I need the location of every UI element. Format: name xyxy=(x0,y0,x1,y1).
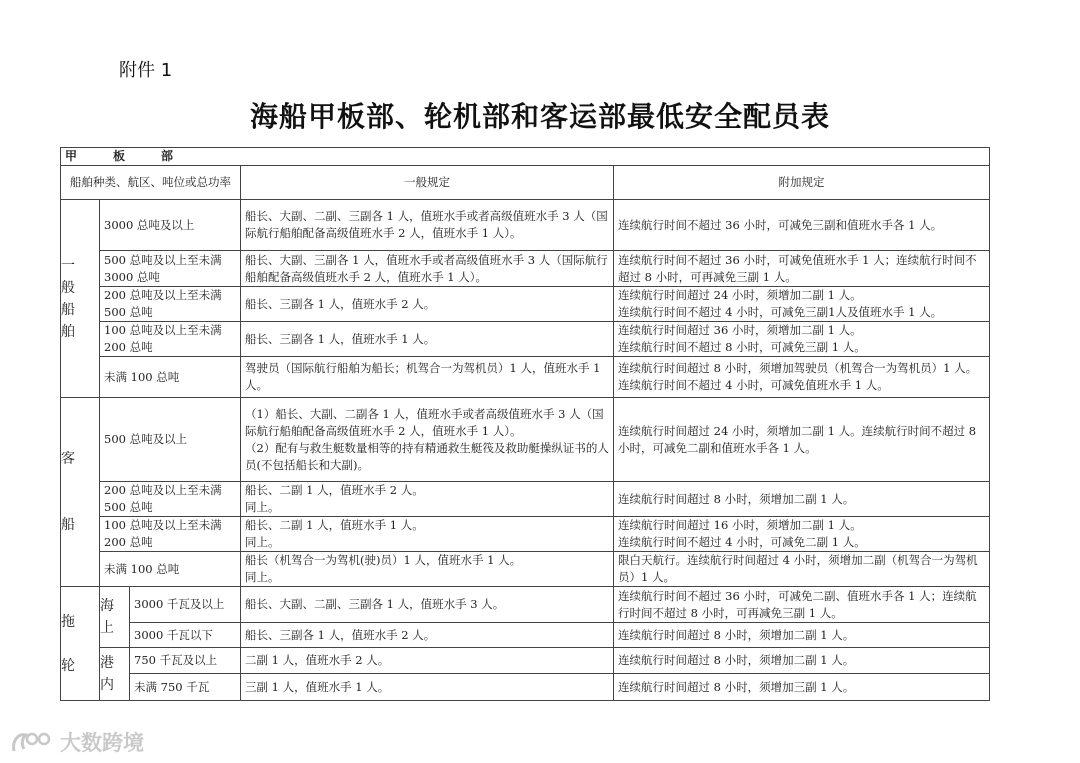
table-row xyxy=(61,623,990,648)
row-category: 未满 100 总吨 xyxy=(100,357,241,398)
row-category: 100 总吨及以上至未满 200 总吨 xyxy=(100,517,241,552)
table-row xyxy=(61,200,990,251)
row-additional: 连续航行时间不超过 36 小时，可减免二副、值班水手各 1 人；连续航行时间不超过 8 小时，可再减免三副 1 人。 xyxy=(614,587,990,623)
table-row xyxy=(61,482,990,517)
table-row xyxy=(61,398,990,482)
row-additional: 连续航行时间超过 8 小时，须增加三副 1 人。 xyxy=(614,674,990,701)
row-additional: 连续航行时间超过 8 小时，须增加二副 1 人。 xyxy=(614,623,990,648)
row-category: 200 总吨及以上至未满 500 总吨 xyxy=(100,287,241,322)
row-general: 船长、二副 1 人，值班水手 2 人。 同上。 xyxy=(241,482,614,517)
row-category: 3000 总吨及以上 xyxy=(100,200,241,251)
table-row xyxy=(61,251,990,287)
column-header-category: 船舶种类、航区、吨位或总功率 xyxy=(61,166,241,200)
table-row xyxy=(61,648,990,674)
annex-label: 附件 1 xyxy=(119,60,173,81)
watermark-logo-icon xyxy=(10,729,56,755)
row-additional: 连续航行时间超过 8 小时，须增加驾驶员（机驾合一为驾机员）1 人。连续航行时间不超过 4 小时，可减免值班水手 1 人。 xyxy=(614,357,990,398)
row-category: 500 总吨及以上至未满 3000 总吨 xyxy=(100,251,241,287)
row-category: 3000 千瓦及以上 xyxy=(130,587,241,623)
table-row xyxy=(61,517,990,552)
row-category: 未满 750 千瓦 xyxy=(130,674,241,701)
row-general: 船长、二副 1 人，值班水手 1 人。 同上。 xyxy=(241,517,614,552)
subgroup-sea: 海 上 xyxy=(100,587,130,648)
document-title: 海船甲板部、轮机部和客运部最低安全配员表 xyxy=(249,100,830,133)
table-row xyxy=(61,322,990,357)
row-category: 200 总吨及以上至未满 500 总吨 xyxy=(100,482,241,517)
watermark-text: 大数跨境 xyxy=(60,731,144,755)
row-category: 750 千瓦及以上 xyxy=(130,648,241,674)
row-additional: 连续航行时间不超过 36 小时，可减免三副和值班水手各 1 人。 xyxy=(614,200,990,251)
row-additional: 连续航行时间超过 16 小时，须增加二副 1 人。 连续航行时间不超过 4 小时，可减免二副 1 人。 xyxy=(614,517,990,552)
row-additional: 连续航行时间超过 8 小时，须增加二副 1 人。 xyxy=(614,482,990,517)
row-general: 船长、三副各 1 人，值班水手 1 人。 xyxy=(241,322,614,357)
column-header-general: 一般规定 xyxy=(241,166,614,200)
row-category: 3000 千瓦以下 xyxy=(130,623,241,648)
row-additional: 连续航行时间超过 24 小时，须增加二副 1 人。 连续航行时间不超过 4 小时，可减免三副1人及值班水手 1 人。 xyxy=(614,287,990,322)
row-additional: 限白天航行。连续航行时间超过 4 小时，须增加二副（机驾合一为驾机员）1 人。 xyxy=(614,552,990,587)
table-row xyxy=(61,552,990,587)
row-general: 船长、三副各 1 人，值班水手 2 人。 xyxy=(241,623,614,648)
department-header-row xyxy=(61,148,990,166)
row-additional: 连续航行时间超过 24 小时，须增加二副 1 人。连续航行时间不超过 8 小时，可减免二副和值班水手各 1 人。 xyxy=(614,398,990,482)
table-row xyxy=(61,674,990,701)
department-header: 甲 板 部 xyxy=(61,148,990,166)
row-general: 船长、大副、三副各 1 人，值班水手或者高级值班水手 3 人（国际航行船舶配备高级值班水手 2 人，值班水手 1 人）。 xyxy=(241,251,614,287)
row-general: 船长（机驾合一为驾机(驶)员）1 人，值班水手 1 人。 同上。 xyxy=(241,552,614,587)
row-general: （1）船长、大副、二副各 1 人，值班水手或者高级值班水手 3 人（国际航行船舶配备高级值班水手 2 人，值班水手 1 人）。 （2）配有与救生艇数量相等的持有精通救生艇筏及救助艇操纵证书的人员(不包括船长和大副)。 xyxy=(241,398,614,482)
column-header-row xyxy=(61,166,990,200)
row-general: 船长、大副、二副、三副各 1 人，值班水手或者高级值班水手 3 人（国际航行船舶配备高级值班水手 2 人，值班水手 1 人）。 xyxy=(241,200,614,251)
row-general: 驾驶员（国际航行船舶为船长；机驾合一为驾机员）1 人，值班水手 1 人。 xyxy=(241,357,614,398)
column-header-additional: 附加规定 xyxy=(614,166,990,200)
watermark xyxy=(10,727,144,757)
group-general-ship: 一 般 船 舶 xyxy=(61,200,100,398)
group-passenger-ship: 客 船 xyxy=(61,398,100,587)
table-row xyxy=(61,587,990,623)
row-additional: 连续航行时间不超过 36 小时，可减免值班水手 1 人；连续航行时间不超过 8 小时，可再减免三副 1 人。 xyxy=(614,251,990,287)
row-category: 100 总吨及以上至未满 200 总吨 xyxy=(100,322,241,357)
row-general: 二副 1 人，值班水手 2 人。 xyxy=(241,648,614,674)
table-row xyxy=(61,357,990,398)
group-tug: 拖 轮 xyxy=(61,587,100,701)
row-additional: 连续航行时间超过 8 小时，须增加二副 1 人。 xyxy=(614,648,990,674)
row-general: 三副 1 人，值班水手 1 人。 xyxy=(241,674,614,701)
row-additional: 连续航行时间超过 36 小时，须增加二副 1 人。 连续航行时间不超过 8 小时，可减免三副 1 人。 xyxy=(614,322,990,357)
table-row xyxy=(61,287,990,322)
subgroup-harbor: 港 内 xyxy=(100,648,130,701)
manning-table xyxy=(60,147,990,701)
row-general: 船长、三副各 1 人，值班水手 2 人。 xyxy=(241,287,614,322)
row-category: 未满 100 总吨 xyxy=(100,552,241,587)
row-category: 500 总吨及以上 xyxy=(100,398,241,482)
row-general: 船长、大副、二副、三副各 1 人，值班水手 3 人。 xyxy=(241,587,614,623)
